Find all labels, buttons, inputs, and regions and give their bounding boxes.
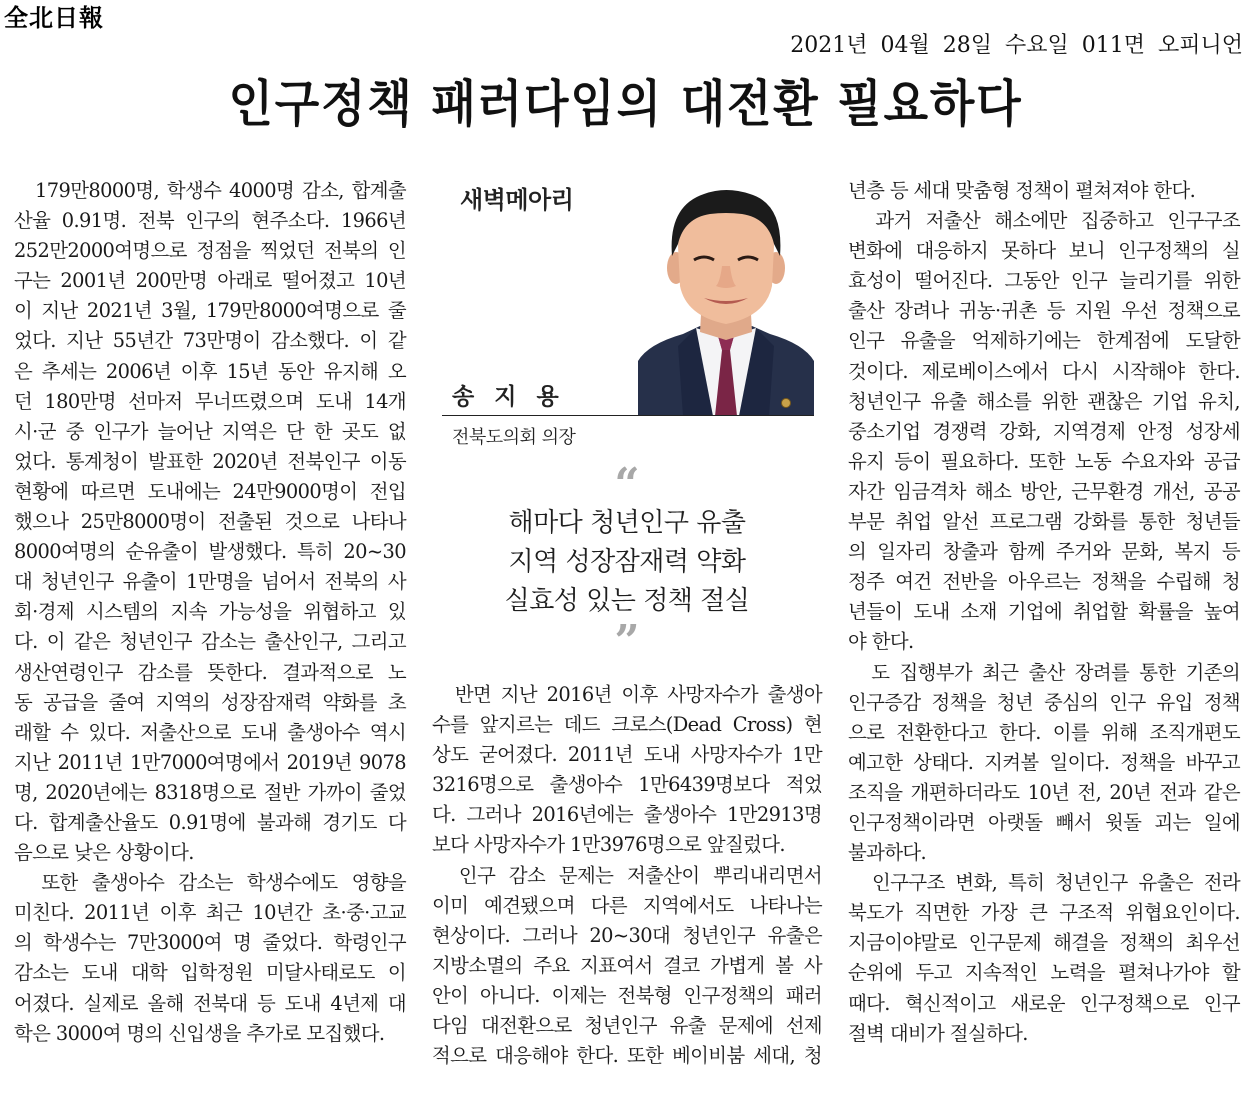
body-text-line: 절벽 대비가 절실하다. [848,1021,1028,1045]
body-text-line: 이 지난 2021년 3월, 179만8000여명으로 줄 [14,299,406,323]
body-text-line: 예고한 상태다. 지켜볼 일이다. 정책을 바꾸고 [848,750,1240,774]
body-text-line: 감소는 도내 대학 입학정원 미달사태로도 이 [14,961,406,985]
body-text-line: 의 일자리 창출과 함께 주거와 문화, 복지 등 [848,540,1240,564]
body-text-line: 었다. 통계청이 발표한 2020년 전북인구 이동 [14,449,406,473]
body-text-line: 회·경제 시스템의 지속 가능성을 위협하고 있 [14,600,406,624]
newspaper-logo: 全北日報 [4,4,104,32]
body-text-line: 것이다. 제로베이스에서 다시 시작해야 한다. [848,359,1240,383]
column-series-name: 새벽메아리 [460,186,574,214]
body-text-line: 지방소멸의 주요 지표여서 결코 가볍게 볼 사 [432,953,822,977]
body-text-line: 상도 굳어졌다. 2011년 도내 사망자수가 1만 [432,743,822,767]
author-name: 송 지 용 [452,384,565,410]
open-quote-icon: “ [614,459,640,510]
body-text-line: 인구구조 변화, 특히 청년인구 유출은 전라 [848,871,1240,895]
body-text-line: 반면 지난 2016년 이후 사망자수가 출생아 [432,683,822,706]
body-text-line: 구는 2001년 200만명 아래로 떨어졌고 10년 [14,269,406,293]
body-text-line: 유지 등이 필요하다. 또한 노동 수요자와 공급 [848,449,1240,473]
body-text-line: 미친다. 2011년 이후 최근 10년간 초·중·고교 [14,901,406,925]
dateline: 2021년 04월 28일 수요일 011면 오피니언 [790,33,1243,58]
author-title: 전북도의회 의장 [452,427,576,448]
article-column-1 [14,176,406,1049]
body-text-line: 다임 대전환으로 청년인구 유출 문제에 선제 [432,1014,822,1038]
body-text-line: 정주 여건 전반을 아우르는 정책을 수립해 청 [848,570,1240,594]
body-text-line: 던 180만명 선마저 무너뜨렸으며 도내 14개 [14,389,406,413]
body-text-line: 도 집행부가 최근 출산 장려를 통한 기존의 [848,660,1240,684]
body-text-line: 252만2000여명으로 정점을 찍었던 전북의 인 [14,239,406,263]
body-text-line: 안이 아니다. 이제는 전북형 인구정책의 패러 [432,983,822,1007]
body-text-line: 은 추세는 2006년 이후 15년 동안 유지해 오 [14,359,406,383]
author-box [442,176,814,456]
body-text-line: 대 청년인구 유출이 1만명을 넘어서 전북의 사 [14,570,406,594]
body-text-line: 했으나 25만8000명이 전출된 것으로 나타나 [14,510,406,534]
body-text-line: 이미 예견됐으며 다른 지역에서도 나타나는 [432,893,822,917]
body-text-line: 산율 0.91명. 전북 인구의 현주소다. 1966년 [14,209,406,233]
body-text-line: 다. 이 같은 청년인구 감소는 출산인구, 그리고 [14,630,406,654]
body-text-line: 었다. 지난 55년간 73만명이 감소했다. 이 같 [14,329,406,353]
pull-quote-line: 해마다 청년인구 유출 [508,508,746,538]
body-text-line: 과거 저출산 해소에만 집중하고 인구구조 [848,209,1240,233]
body-text-line: 시·군 중 인구가 늘어난 지역은 단 한 곳도 없 [14,419,406,443]
body-text-line: 때다. 혁신적이고 새로운 인구정책으로 인구 [848,991,1240,1015]
body-text-line: 8000여명의 순유출이 발생했다. 특히 20~30 [14,540,406,564]
pull-quote [432,459,822,667]
close-quote-icon: ” [614,616,640,667]
pull-quote-line: 실효성 있는 정책 절실 [504,586,750,616]
body-text-line: 보다 사망자수가 1만3976명으로 앞질렀다. [432,833,785,857]
body-text-line: 년층 등 세대 맞춤형 정책이 펼쳐져야 한다. [848,179,1196,202]
pull-quote-line: 지역 성장잠재력 약화 [508,547,746,577]
body-text-line: 조직을 개편하더라도 10년 전, 20년 전과 같은 [848,780,1240,804]
body-text-line: 음으로 낮은 상황이다. [14,841,194,865]
article-column-3 [848,176,1240,1049]
body-text-line: 효성이 떨어진다. 그동안 인구 늘리기를 위한 [848,269,1240,293]
body-text-line: 자간 임금격차 해소 방안, 근무환경 개선, 공공 [848,479,1240,503]
body-text-line: 179만8000명, 학생수 4000명 감소, 합계출 [14,179,406,202]
body-text-line: 순위에 두고 지속적인 노력을 펼쳐나가야 할 [848,961,1240,985]
body-text-line: 년들이 도내 소재 기업에 취업할 확률을 높여 [848,600,1240,624]
body-text-line: 인구증감 정책을 청년 중심의 인구 유입 정책 [848,690,1240,714]
author-portrait [638,186,814,416]
body-text-line: 불과하다. [848,841,927,865]
body-text-line: 청년인구 유출 해소를 위한 괜찮은 기업 유치, [848,389,1240,413]
body-text-line: 인구정책이라면 아랫돌 빼서 윗돌 괴는 일에 [848,810,1240,834]
article-column-2 [432,680,822,1071]
body-text-line: 생산연령인구 감소를 뜻한다. 결과적으로 노 [14,660,406,684]
body-text-line: 어졌다. 실제로 올해 전북대 등 도내 4년제 대 [14,991,406,1015]
body-text-line: 다. 합계출산율도 0.91명에 불과해 경기도 다 [14,810,406,834]
body-text-line: 지난 2011년 1만7000여명에서 2019년 9078 [14,750,406,774]
body-text-line: 또한 출생아수 감소는 학생수에도 영향을 [14,871,406,895]
body-text-line: 래할 수 있다. 저출산으로 도내 출생아수 역시 [14,720,406,744]
body-text-line: 의 학생수는 7만3000여 명 줄었다. 학령인구 [14,931,406,955]
body-text-line: 명, 2020년에는 8318명으로 절반 가까이 줄었 [14,780,406,804]
body-text-line: 적으로 대응해야 한다. 또한 베이비붐 세대, 청 [432,1044,822,1068]
body-text-line: 중소기업 경쟁력 강화, 지역경제 안정 성장세 [848,419,1240,443]
body-text-line: 인구 유출을 억제하기에는 한계점에 도달한 [848,329,1240,353]
body-text-line: 인구 감소 문제는 저출산이 뿌리내리면서 [432,863,822,887]
article-headline: 인구정책 패러다임의 대전환 필요하다 [228,75,1023,133]
body-text-line: 지금이야말로 인구문제 해결을 정책의 최우선 [848,931,1240,955]
body-text-line: 동 공급을 줄여 지역의 성장잠재력 약화를 초 [14,690,406,714]
body-text-line: 으로 전환한다고 한다. 이를 위해 조직개편도 [848,720,1240,744]
body-text-line: 변화에 대응하지 못하다 보니 인구정책의 실 [848,239,1240,263]
body-text-line: 북도가 직면한 가장 큰 구조적 위협요인이다. [848,901,1240,925]
body-text-line: 야 한다. [848,630,914,654]
body-text-line: 다. 그러나 2016년에는 출생아수 1만2913명 [432,803,822,827]
body-text-line: 3216명으로 출생아수 1만6439명보다 적었 [432,773,822,797]
body-text-line: 부문 취업 알선 프로그램 강화를 통한 청년들 [848,510,1240,534]
body-text-line: 수를 앞지르는 데드 크로스(Dead Cross) 현 [432,713,822,737]
body-text-line: 현상이다. 그러나 20~30대 청년인구 유출은 [432,923,822,947]
body-text-line: 현황에 따르면 도내에는 24만9000명이 전입 [14,479,406,503]
body-text-line: 출산 장려나 귀농·귀촌 등 지원 우선 정책으로 [848,299,1240,323]
divider [442,415,814,416]
body-text-line: 학은 3000여 명의 신입생을 추가로 모집했다. [14,1021,385,1045]
